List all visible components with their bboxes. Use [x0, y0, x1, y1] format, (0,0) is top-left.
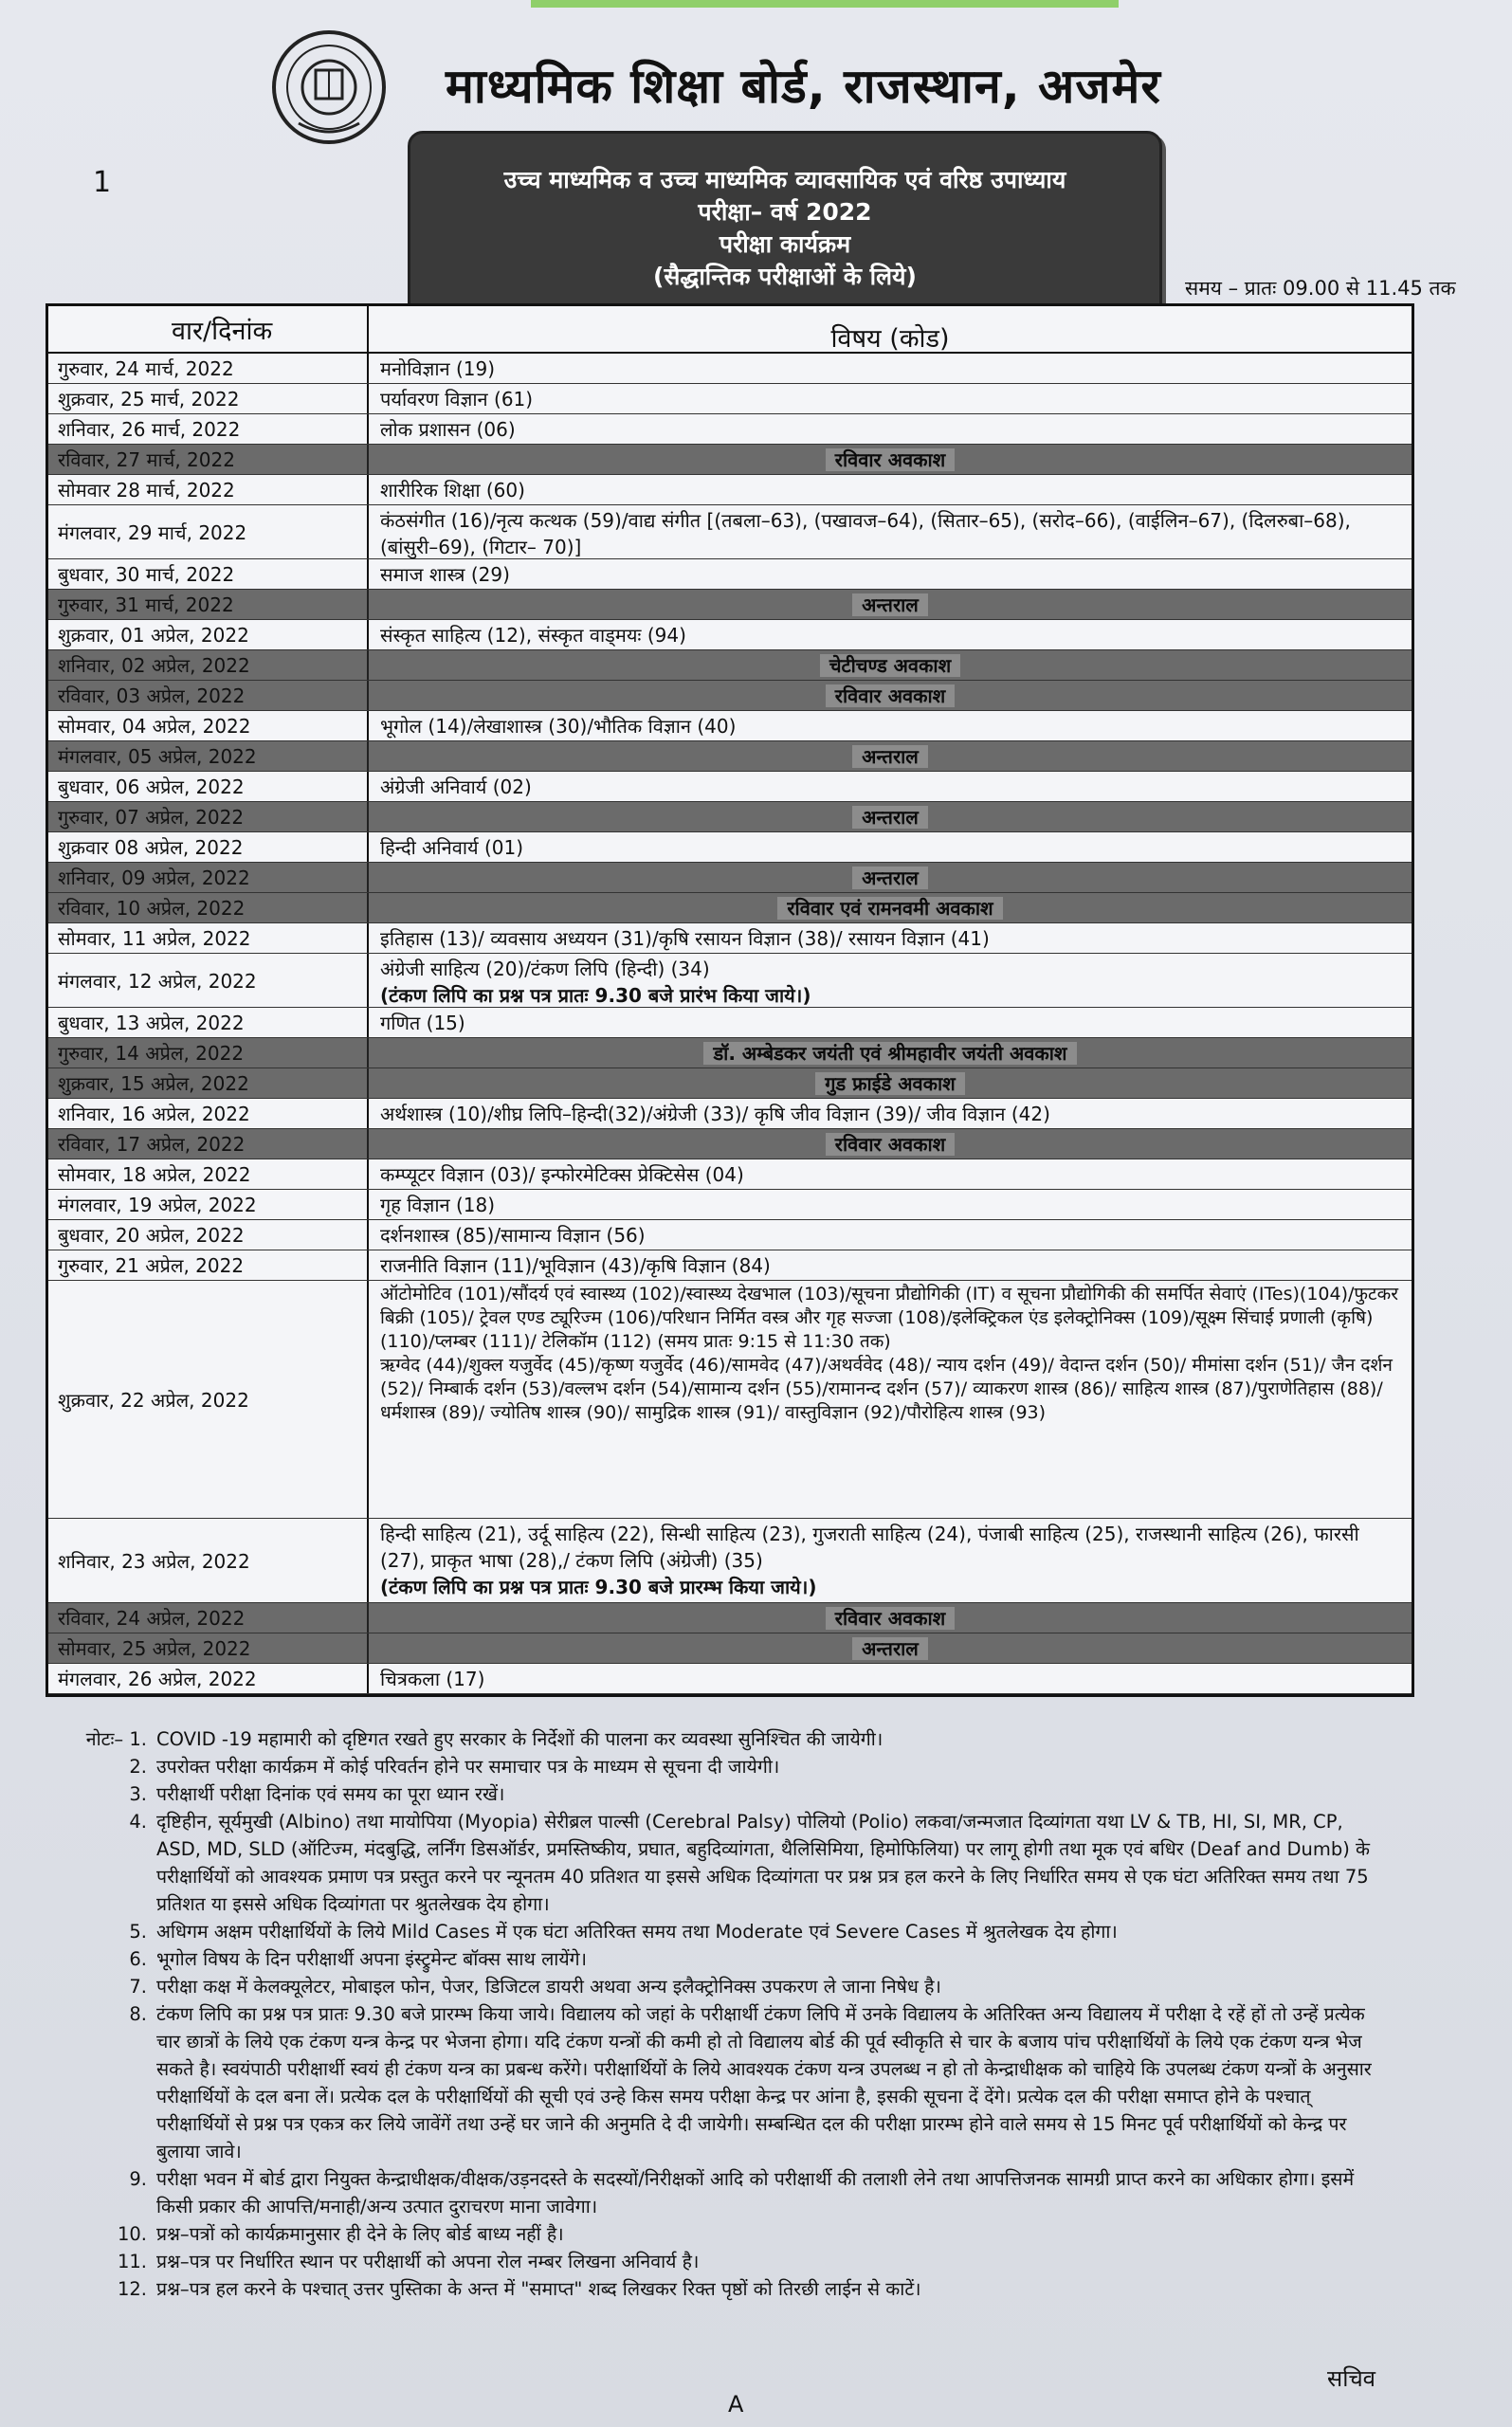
row-subject — [369, 650, 1412, 680]
holiday-label: रविवार अवकाश — [826, 1607, 955, 1630]
holiday-label: अन्तराल — [852, 867, 928, 889]
row-date: रविवार, 24 अप्रेल, 2022 — [48, 1603, 369, 1633]
note-number: नोटः– 1. — [85, 1728, 147, 1750]
table-row — [48, 1220, 1412, 1250]
row-subject — [369, 832, 1412, 862]
row-subject — [369, 414, 1412, 444]
table-row — [48, 445, 1412, 475]
note-text: COVID -19 महामारी को दृष्टिगत रखते हुए सरकार के निर्देशों की पालना कर व्यवस्था सुनिश्चित की जायेगी। — [156, 1728, 884, 1750]
row-date: रविवार, 10 अप्रेल, 2022 — [48, 893, 369, 922]
table-row — [48, 832, 1412, 863]
table-row — [48, 893, 1412, 923]
holiday-label: डॉ. अम्बेडकर जयंती एवं श्रीमहावीर जयंती अवकाश — [703, 1042, 1076, 1065]
holiday-label: चेटीचण्ड अवकाश — [820, 654, 960, 677]
row-date: मंगलवार, 05 अप्रेल, 2022 — [48, 741, 369, 771]
row-date: मंगलवार, 19 अप्रेल, 2022 — [48, 1190, 369, 1219]
table-row — [48, 711, 1412, 741]
table-row — [48, 1190, 1412, 1220]
row-date: शुक्रवार, 25 मार्च, 2022 — [48, 384, 369, 413]
table-row — [48, 1633, 1412, 1664]
row-date: बुधवार, 20 अप्रेल, 2022 — [48, 1220, 369, 1250]
table-row — [48, 590, 1412, 620]
row-subject — [369, 620, 1412, 649]
note-item — [52, 1808, 1389, 1918]
row-date: शनिवार, 26 मार्च, 2022 — [48, 414, 369, 444]
table-row — [48, 1664, 1412, 1694]
banner-line-2: परीक्षा– वर्ष 2022 — [698, 198, 872, 226]
holiday-label: गुड फ्राईडे अवकाश — [815, 1072, 965, 1095]
row-date: शनिवार, 09 अप्रेल, 2022 — [48, 863, 369, 892]
subject-text-extra: ऋग्वेद (44)/शुक्ल यजुर्वेद (45)/कृष्ण यजुर्वेद (46)/सामवेद (47)/अथर्ववेद (48)/ न्याय दर्शन (49)/ वेदान्त दर्शन (50)/ मीमांसा दर्शन (51)/ जैन दर्शन (52)/ निम्बार्क दर्शन (53)/वल्लभ दर्शन (54)/सामान्य दर्शन (55)/रामानन्द दर्शन (57)/ व्याकरण शास्त्र (86)/ साहित्य शास्त्र (87)/पुराणेतिहास (88)/ धर्मशास्त्र (89)/ ज्योतिष शास्त्र (90)/ सामुद्रिक शास्त्र (91)/ वास्तुविज्ञान (92)/पौरोहित्य शास्त्र (93) — [380, 1355, 1393, 1423]
subject-text: शारीरिक शिक्षा (60) — [380, 479, 525, 502]
row-date: गुरुवार, 31 मार्च, 2022 — [48, 590, 369, 619]
note-text: अधिगम अक्षम परीक्षार्थियों के लिये Mild Cases में एक घंटा अतिरिक्त समय तथा Moderate एवं Severe Cases में श्रुतलेखक देय होगा। — [156, 1921, 1118, 1943]
subject-text: पर्यावरण विज्ञान (61) — [380, 388, 534, 411]
note-text: भूगोल विषय के दिन परीक्षार्थी अपना इंस्ट्रुमेन्ट बॉक्स साथ लायेंगे। — [156, 1948, 588, 1970]
table-row — [48, 1068, 1412, 1099]
row-subject — [369, 954, 1412, 1007]
table-row — [48, 1008, 1412, 1038]
note-item — [52, 2220, 1389, 2248]
board-emblem-icon — [270, 28, 389, 147]
row-subject — [369, 1220, 1412, 1250]
table-row — [48, 923, 1412, 954]
table-row — [48, 650, 1412, 681]
header-subject: विषय (कोड) — [830, 324, 950, 354]
note-text: प्रश्न–पत्रों को कार्यक्रमानुसार ही देने के लिए बोर्ड बाध्य नहीं है। — [156, 2223, 564, 2245]
table-row — [48, 414, 1412, 445]
row-date: रविवार, 17 अप्रेल, 2022 — [48, 1129, 369, 1159]
table-row — [48, 681, 1412, 711]
row-date: शुक्रवार, 22 अप्रेल, 2022 — [48, 1281, 369, 1518]
note-number: 10. — [117, 2223, 147, 2245]
row-subject — [369, 475, 1412, 504]
subject-text: अंग्रेजी साहित्य (20)/टंकण लिपि (हिन्दी) (34) — [380, 958, 710, 980]
note-item — [52, 2248, 1389, 2275]
row-subject — [369, 802, 1412, 831]
table-row — [48, 1281, 1412, 1519]
table-row — [48, 1603, 1412, 1633]
note-number: 11. — [117, 2251, 147, 2272]
row-date: शनिवार, 16 अप्रेल, 2022 — [48, 1099, 369, 1128]
subject-text: कम्प्यूटर विज्ञान (03)/ इन्फोरमेटिक्स प्रेक्टिसेस (04) — [380, 1163, 744, 1186]
row-subject — [369, 384, 1412, 413]
note-text: परीक्षार्थी परीक्षा दिनांक एवं समय का पूरा ध्यान रखें। — [156, 1783, 505, 1805]
subject-text: लोक प्रशासन (06) — [380, 418, 516, 441]
row-subject — [369, 863, 1412, 892]
row-subject — [369, 445, 1412, 474]
holiday-label: अन्तराल — [852, 593, 928, 616]
note-number: 3. — [129, 1783, 147, 1805]
note-item — [52, 2000, 1389, 2165]
exam-schedule-banner — [408, 131, 1162, 331]
subject-text: भूगोल (14)/लेखाशास्त्र (30)/भौतिक विज्ञान (40) — [380, 715, 737, 738]
note-item — [52, 1725, 1389, 1753]
subject-text: दर्शनशास्त्र (85)/सामान्य विज्ञान (56) — [380, 1224, 646, 1247]
row-date: शनिवार, 23 अप्रेल, 2022 — [48, 1519, 369, 1602]
notes-section — [52, 1725, 1389, 2303]
row-date: शुक्रवार, 15 अप्रेल, 2022 — [48, 1068, 369, 1098]
row-date: गुरुवार, 14 अप्रेल, 2022 — [48, 1038, 369, 1068]
row-date: गुरुवार, 24 मार्च, 2022 — [48, 354, 369, 383]
row-date: सोमवार, 18 अप्रेल, 2022 — [48, 1159, 369, 1189]
row-subject — [369, 741, 1412, 771]
note-number: 9. — [129, 2168, 147, 2190]
note-item — [52, 1780, 1389, 1808]
note-number: 4. — [129, 1811, 147, 1833]
subject-text-extra: (टंकण लिपि का प्रश्न पत्र प्रातः 9.30 बजे प्रारंभ किया जाये।) — [380, 984, 811, 1007]
note-number: 8. — [129, 2003, 147, 2025]
subject-text: मनोविज्ञान (19) — [380, 357, 496, 380]
table-row — [48, 741, 1412, 772]
note-item — [52, 2165, 1389, 2220]
holiday-label: अन्तराल — [852, 806, 928, 829]
note-number: 5. — [129, 1921, 147, 1943]
holiday-label: रविवार अवकाश — [826, 684, 955, 707]
note-text: परीक्षा भवन में बोर्ड द्वारा नियुक्त केन्द्राधीक्षक/वीक्षक/उड़नदस्ते के सदस्यों/निरीक्षकों आदि को परीक्षार्थी की तलाशी लेने तथा आपत्तिजनक सामग्री प्राप्त करने का अधिकार होगा। इसमें किसी प्रकार की आपत्ति/मनाही/अन्य उत्पात दुराचरण माना जावेगा। — [156, 2168, 1355, 2217]
row-subject — [369, 772, 1412, 801]
table-row — [48, 802, 1412, 832]
row-subject — [369, 1603, 1412, 1633]
row-date: बुधवार, 30 मार्च, 2022 — [48, 559, 369, 589]
board-title: माध्यमिक शिक्षा बोर्ड, राजस्थान, अजमेर — [446, 59, 1161, 114]
row-date: बुधवार, 13 अप्रेल, 2022 — [48, 1008, 369, 1037]
note-text: परीक्षा कक्ष में केलक्यूलेटर, मोबाइल फोन, पेजर, डिजिटल डायरी अथवा अन्य इलैक्ट्रोनिक्स उपकरण ले जाना निषेध है। — [156, 1976, 941, 1998]
note-item — [52, 1918, 1389, 1945]
header-date: वार/दिनांक — [48, 306, 369, 352]
row-subject — [369, 1250, 1412, 1280]
banner-line-1: उच्च माध्यमिक व उच्च माध्यमिक व्यावसायिक एवं वरिष्ठ उपाध्याय — [503, 166, 1066, 193]
subject-text: हिन्दी साहित्य (21), उर्दू साहित्य (22), सिन्धी साहित्य (23), गुजराती साहित्य (24), पंजाबी साहित्य (25), राजस्थानी साहित्य (26), फारसी (27), प्राकृत भाषा (28),/ टंकण लिपि (अंग्रेजी) (35) — [380, 1523, 1359, 1572]
row-date: सोमवार, 04 अप्रेल, 2022 — [48, 711, 369, 740]
row-date: बुधवार, 06 अप्रेल, 2022 — [48, 772, 369, 801]
subject-text: ऑटोमोटिव (101)/सौंदर्य एवं स्वास्थ्य (102)/स्वास्थ्य देखभाल (103)/सूचना प्रौद्योगिकी (IT) व सूचना प्रौद्योगिकी की समर्पित सेवाएं (ITes)(104)/फुटकर बिक्री (105)/ ट्रेवल एण्ड ट्यूरिज्म (106)/परिधान निर्मित वस्त्र और गृह सज्जा (108)/इलेक्ट्रिकल एंड इलेक्ट्रोनिक्स (109)/सूक्ष्म सिंचाई प्रणाली (कृषि) (110)/प्लम्बर (111)/ टेलिकॉम (112) (समय प्रातः 9:15 से 11:30 तक) — [380, 1284, 1398, 1352]
note-text: प्रश्न–पत्र हल करने के पश्चात् उत्तर पुस्तिका के अन्त में "समाप्त" शब्द लिखकर रिक्त पृष्ठों को तिरछी लाईन से काटें। — [156, 2278, 921, 2300]
note-item — [52, 1973, 1389, 2000]
row-subject — [369, 559, 1412, 589]
page-number: 1 — [93, 166, 112, 199]
note-item — [52, 1753, 1389, 1780]
table-row — [48, 1129, 1412, 1159]
row-subject — [369, 1519, 1412, 1602]
row-date: मंगलवार, 29 मार्च, 2022 — [48, 505, 369, 558]
note-number: 12. — [117, 2278, 147, 2300]
note-number: 6. — [129, 1948, 147, 1970]
subject-text: हिन्दी अनिवार्य (01) — [380, 836, 524, 859]
row-date: गुरुवार, 07 अप्रेल, 2022 — [48, 802, 369, 831]
holiday-label: अन्तराल — [852, 745, 928, 768]
subject-text: अर्थशास्त्र (10)/शीघ्र लिपि–हिन्दी(32)/अंग्रेजी (33)/ कृषि जीव विज्ञान (39)/ जीव विज्ञान (42) — [380, 1103, 1050, 1125]
subject-text: समाज शास्त्र (29) — [380, 563, 510, 586]
table-row — [48, 384, 1412, 414]
note-number: 2. — [129, 1756, 147, 1778]
subject-text: संस्कृत साहित्य (12), संस्कृत वाड्मयः (94) — [380, 624, 686, 647]
table-row — [48, 1099, 1412, 1129]
row-date: सोमवार 28 मार्च, 2022 — [48, 475, 369, 504]
handwritten-mark: A — [728, 2391, 744, 2418]
note-text: उपरोक्त परीक्षा कार्यक्रम में कोई परिवर्तन होने पर समाचार पत्र के माध्यम से सूचना दी जायेगी। — [156, 1756, 780, 1778]
row-subject — [369, 1190, 1412, 1219]
note-text: प्रश्न–पत्र पर निर्धारित स्थान पर परीक्षार्थी को अपना रोल नम्बर लिखना अनिवार्य है। — [156, 2251, 700, 2272]
top-edge-strip — [531, 0, 1119, 8]
signatory: सचिव — [1327, 2365, 1376, 2392]
table-row — [48, 354, 1412, 384]
table-row — [48, 1159, 1412, 1190]
note-text: दृष्टिहीन, सूर्यमुखी (Albino) तथा मायोपिया (Myopia) सेरीब्रल पाल्सी (Cerebral Palsy) पोलियो (Polio) लकवा/जन्मजात दिव्यांगता यथा LV & TB, HI, SI, MR, CP, ASD, MD, SLD (ऑटिज्म, मंदबुद्धि, लर्निंग डिसऑर्डर, प्रमस्तिष्कीय, प्रघात, बहुदिव्यांगता, थैलिसिमिया, हिमोफिलिया) पर लागू होगी तथा मूक एवं बधिर (Deaf and Dumb) के परीक्षार्थियों को आवश्यक प्रमाण पत्र प्रस्तुत करने पर न्यूनतम 40 प्रतिशत या इससे अधिक दिव्यांगता पर प्रश्न प्रत्र हल करने के लिए निर्धारित समय से एक घंटा अतिरिक्त समय तथा 75 प्रतिशत या इससे अधिक दिव्यांगता पर श्रुतलेखक देय होगा। — [156, 1811, 1371, 1915]
row-subject — [369, 711, 1412, 740]
subject-text: कंठसंगीत (16)/नृत्य कत्थक (59)/वाद्य संगीत [(तबला–63), (पखावज–64), (सितार–65), (सरोद–66), (वाईलिन–67), (दिलरुबा–68), (बांसुरी–69), (गिटार– 70)] — [380, 509, 1351, 558]
table-row — [48, 475, 1412, 505]
row-subject — [369, 1038, 1412, 1068]
subject-text: चित्रकला (17) — [380, 1668, 485, 1690]
subject-text: गणित (15) — [380, 1012, 465, 1034]
note-number: 7. — [129, 1976, 147, 1998]
row-subject — [369, 505, 1412, 558]
subject-text-extra: (टंकण लिपि का प्रश्न पत्र प्रातः 9.30 बजे प्रारम्भ किया जाये।) — [380, 1576, 817, 1598]
holiday-label: रविवार अवकाश — [826, 1133, 955, 1156]
schedule-table — [46, 303, 1414, 1697]
row-subject — [369, 1008, 1412, 1037]
subject-text: गृह विज्ञान (18) — [380, 1194, 496, 1216]
row-date: गुरुवार, 21 अप्रेल, 2022 — [48, 1250, 369, 1280]
row-subject — [369, 1129, 1412, 1159]
table-row — [48, 954, 1412, 1008]
row-date: शनिवार, 02 अप्रेल, 2022 — [48, 650, 369, 680]
row-date: शुक्रवार 08 अप्रेल, 2022 — [48, 832, 369, 862]
row-subject — [369, 354, 1412, 383]
table-header — [48, 306, 1412, 354]
table-row — [48, 1519, 1412, 1603]
note-item — [52, 1945, 1389, 1973]
row-subject — [369, 1664, 1412, 1693]
table-row — [48, 1250, 1412, 1281]
table-row — [48, 505, 1412, 559]
table-body — [48, 354, 1412, 1694]
row-date: शुक्रवार, 01 अप्रेल, 2022 — [48, 620, 369, 649]
table-row — [48, 559, 1412, 590]
row-date: रविवार, 27 मार्च, 2022 — [48, 445, 369, 474]
row-date: मंगलवार, 12 अप्रेल, 2022 — [48, 954, 369, 1007]
table-row — [48, 863, 1412, 893]
note-text: टंकण लिपि का प्रश्न पत्र प्रातः 9.30 बजे प्रारम्भ किया जाये। विद्यालय को जहां के परीक्षार्थी टंकण लिपि में उनके विद्यालय के अतिरिक्त अन्य विद्यालय में परीक्षा दे रहें हों तो उन्हें प्रत्येक चार छात्रों के लिये एक टंकण यन्त्र केन्द्र पर भेजना होगा। यदि टंकण यन्त्रों की कमी हो तो विद्यालय बोर्ड की पूर्व स्वीकृति से चार के बजाय पांच परीक्षार्थियों के लिये एक टंकण यन्त्र भेज सकते है। स्वयंपाठी परीक्षार्थी स्वयं ही टंकण यन्त्र का प्रबन्ध करेंगे। परीक्षार्थियों के लिये आवश्यक टंकण यन्त्र उपलब्ध न हो तो केन्द्राधीक्षक को चाहिये कि उपलब्ध टंकण यन्त्रों के अनुसार परीक्षार्थियों के दल बना लें। प्रत्येक दल के परीक्षार्थियों की सूची एवं उन्हे किस समय परीक्षा केन्द्र पर आंना है, इसकी सूचना दें देंगे। प्रत्येक दल की परीक्षा समाप्त होने के पश्चात् परीक्षार्थियों से प्रश्न पत्र एकत्र कर लिये जावेंगें तथा उन्हें घर जाने की अनुमति दे दी जायेगी। सम्बन्धित दल की परीक्षा प्रारम्भ होने वाले समय से 15 मिनट पूर्व परीक्षार्थियों को केन्द्र पर बुलाया जावे। — [156, 2003, 1372, 2162]
holiday-label: रविवार एवं रामनवमी अवकाश — [777, 897, 1002, 920]
subject-text: इतिहास (13)/ व्यवसाय अध्ययन (31)/कृषि रसायन विज्ञान (38)/ रसायन विज्ञान (41) — [380, 927, 990, 950]
banner-line-4: (सैद्धान्तिक परीक्षाओं के लिये) — [653, 263, 917, 290]
row-subject — [369, 1099, 1412, 1128]
row-subject — [369, 893, 1412, 922]
holiday-label: रविवार अवकाश — [826, 448, 955, 471]
note-item — [52, 2275, 1389, 2303]
row-date: सोमवार, 11 अप्रेल, 2022 — [48, 923, 369, 953]
row-subject — [369, 923, 1412, 953]
holiday-label: अन्तराल — [852, 1637, 928, 1660]
subject-text: राजनीति विज्ञान (11)/भूविज्ञान (43)/कृषि विज्ञान (84) — [380, 1254, 771, 1277]
table-row — [48, 620, 1412, 650]
row-subject — [369, 1633, 1412, 1663]
row-subject — [369, 1068, 1412, 1098]
row-subject — [369, 590, 1412, 619]
table-row — [48, 772, 1412, 802]
row-date: मंगलवार, 26 अप्रेल, 2022 — [48, 1664, 369, 1693]
exam-timing: समय – प्रातः 09.00 से 11.45 तक — [1185, 277, 1456, 300]
row-subject — [369, 1281, 1412, 1518]
row-date: सोमवार, 25 अप्रेल, 2022 — [48, 1633, 369, 1663]
table-row — [48, 1038, 1412, 1068]
subject-text: अंग्रेजी अनिवार्य (02) — [380, 776, 532, 798]
row-date: रविवार, 03 अप्रेल, 2022 — [48, 681, 369, 710]
row-subject — [369, 681, 1412, 710]
row-subject — [369, 1159, 1412, 1189]
banner-line-3: परीक्षा कार्यक्रम — [719, 230, 851, 258]
